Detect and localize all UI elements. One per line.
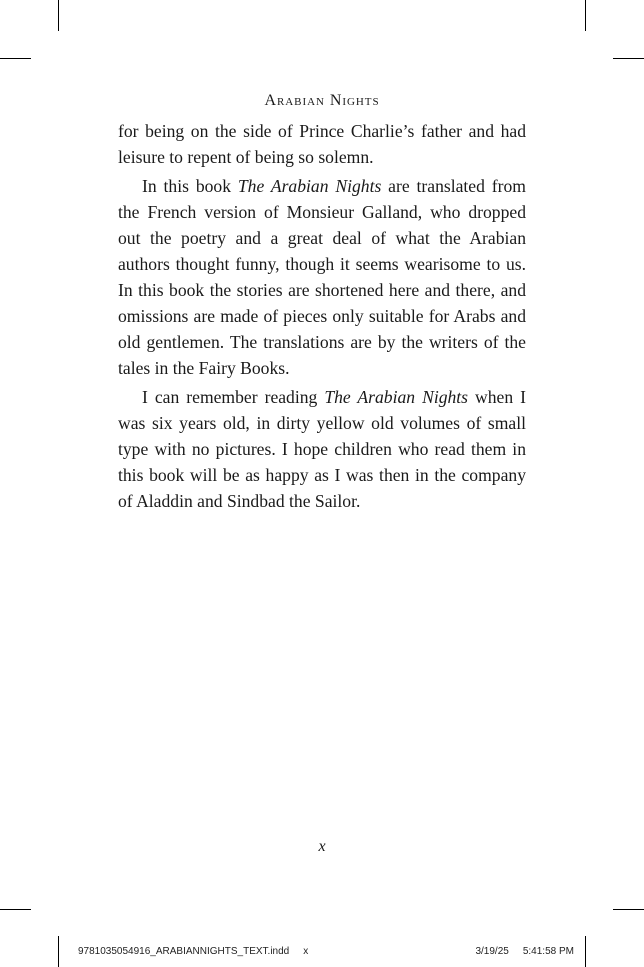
slug-timestamp: [475, 946, 574, 957]
text-run: when I was six years old, in dirty yellow old volumes of small type with no pictures. I hope children who read them in this book will be as happy as I was then in the company of Aladdin and Sindbad the Sailor.: [118, 387, 527, 511]
text-run: In this book: [142, 176, 238, 196]
running-head: Arabian Nights: [264, 92, 380, 109]
text-run: I can remember reading: [142, 387, 325, 407]
crop-mark-bottom-right-vertical: [585, 936, 586, 967]
crop-mark-bottom-right-horizontal: [613, 909, 644, 910]
slug-page: x: [303, 946, 309, 957]
text-run: are translated from the French version of Monsieur Galland, who dropped out the poetry and a great deal of what the Arabian authors thought funny, though it seems wearisome to us. In this book the stories are shortened here and there, and omissions are made of pieces only suitable for Arabs and old gentlemen. The translations are by the writers of the tales in the Fairy Books.: [118, 176, 526, 378]
crop-mark-top-right-vertical: [585, 0, 586, 31]
italic-title: The Arabian Nights: [324, 387, 469, 407]
crop-mark-bottom-left-horizontal: [0, 909, 31, 910]
body-text: [118, 118, 526, 514]
crop-mark-top-right-horizontal: [613, 58, 644, 59]
page-number: x: [318, 838, 326, 855]
crop-mark-top-left-horizontal: [0, 58, 31, 59]
paragraph: [118, 118, 526, 170]
paragraph: [118, 173, 526, 381]
slug-date: 3/19/25: [475, 946, 509, 957]
italic-title: The Arabian Nights: [237, 176, 382, 196]
crop-mark-bottom-left-vertical: [58, 936, 59, 967]
slug-filename: 9781035054916_ARABIANNIGHTS_TEXT.indd: [78, 946, 290, 957]
slug-time: 5:41:58 PM: [522, 946, 574, 957]
text-run: for being on the side of Prince Charlie’s father and had leisure to repent of being so solemn.: [118, 121, 526, 167]
paragraph: [118, 384, 526, 514]
slug-file-info: [78, 946, 308, 957]
crop-mark-top-left-vertical: [58, 0, 59, 31]
